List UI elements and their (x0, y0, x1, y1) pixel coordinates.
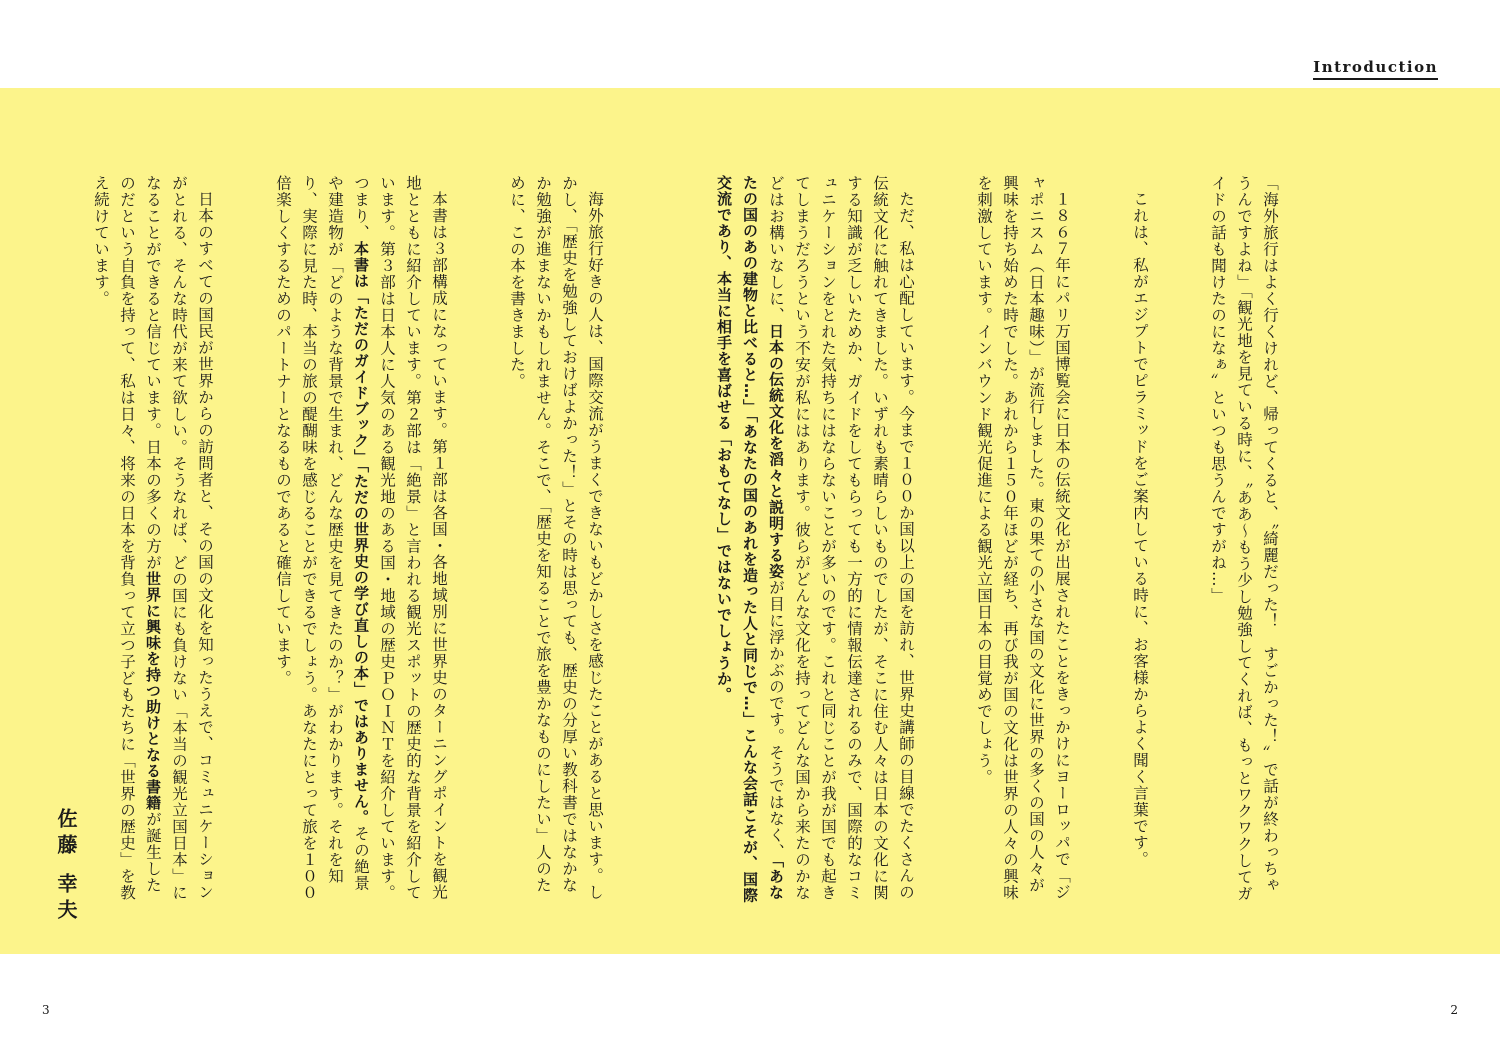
paragraph-text: 本書は３部構成になっています。第１部は各国・各地域別に世界史のターニングポイントを観光地とともに紹介しています。第２部は「絶景」と言われる観光スポットの歴史的な背景を紹介しています。第３部は日本人に人気のある観光地のある国・地域の歴史ＰＯＩＮＴを紹介しています。つまり、 (352, 175, 448, 901)
paragraph: １８６７年にパリ万国博覧会に日本の伝統文化が出展されたことをきっかけにヨーロッパで「ジャポニスム（日本趣味）」が流行しました。東の果ての小さな国の文化に世界の多くの国の人々が興味を持ち始めた時でした。あれから１５０年ほどが経ち、再び我が国の文化は世界の人々の興味を刺激しています。インバウンド観光促進による観光立国日本の目覚めでしょう。 (975, 175, 1071, 901)
paragraph-text: 日本のすべての国民が世界からの訪問者と、その国の文化を知ったうえで、コミュニケーションがとれる、そんな時代が来て欲しい。そうなれば、どの国にも負けない「本当の観光立国日本」になることができると信じています。日本の多くの方が (144, 175, 214, 901)
paragraph-text: ただ、私は心配しています。今まで１００か国以上の国を訪れ、世界史講師の目線でたくさんの伝統文化に触れてきました。いずれも素晴らしいものでしたが、そこに住む人々は日本の文化に関する知識が乏しいためか、ガイドをしてもらっても一方的に情報伝達されるのみで、国際的なコミュニケーションをとれた気持ちにはならないことが多いのです。これと同じことが我が国でも起きてしまうだろうという不安が私にはあります。彼らがどんな文化を持ってどんな国から来たのかなどはお構いなしに、 (767, 175, 915, 901)
paragraph (711, 175, 919, 905)
bold-phrase: 本書は「ただのガイドブック」「ただの世界史の学び直しの本」ではありません。 (352, 241, 370, 826)
left-page-text (0, 175, 660, 905)
bold-phrase: 「あなたの国のあの建物と比べると…」「あなたの国のあれを造った人と同じで…」こんな会話こそが、国際交流であり、本当に相手を喜ばせる「おもてなし」ではないでしょうか。 (715, 175, 785, 904)
bold-phrase: 世界に興味を持つ助けとなる書籍 (144, 571, 162, 811)
quote-paragraph: 「海外旅行はよく行くけれど、帰ってくると、〝綺麗だった！ すごかった！〟で話が終わっちゃうんですよね」「観光地を見ている時に、〝ああ〜もう少し勉強してくれば、もっとワクワクしてガイドの話も聞けたのになぁ〟といつも思うんですがね…」 (1209, 175, 1279, 902)
paragraph-text: その絶景や建造物が「どのような背景で生まれ、どんな歴史を見てきたのか？」がわかります。それを知り、実際に見た時、本当の旅の醍醐味を感じることができるでしょう。あなたにとって旅を１００倍楽しくするためのパートナーとなるものであると確信しています。 (274, 175, 370, 901)
page-number-right: 2 (1450, 1003, 1458, 1017)
paragraph-text: が誕生したのだという自負を持って、私は日々、将来の日本を背負って立つ子どもたちに「世界の歴史」を教え続けています。 (92, 175, 162, 901)
right-page-text (655, 175, 1335, 905)
paragraph: 海外旅行好きの人は、国際交流がうまくできないもどかしさを感じたことがあると思います。しかし、「歴史を勉強しておけばよかった！」とその時は思っても、歴史の分厚い教科書ではなかなか勉強が進まないかもしれません。そこで、「歴史を知ることで旅を豊かなものにしたい」人のために、この本を書きました。 (508, 175, 604, 900)
author-name: 佐藤 幸夫 (54, 808, 78, 925)
page-number-left: 3 (42, 1003, 50, 1017)
bold-phrase: 日本の伝統文化を滔々と説明する姿 (767, 323, 785, 580)
paragraph: これは、私がエジプトでピラミッドをご案内している時に、お客様からよく聞く言葉です。 (1131, 190, 1149, 867)
paragraph (88, 175, 218, 905)
paragraph-text: が目に浮かぶのです。そうではなく、 (767, 579, 785, 860)
section-title: Introduction (1313, 58, 1438, 80)
paragraph (270, 175, 452, 905)
